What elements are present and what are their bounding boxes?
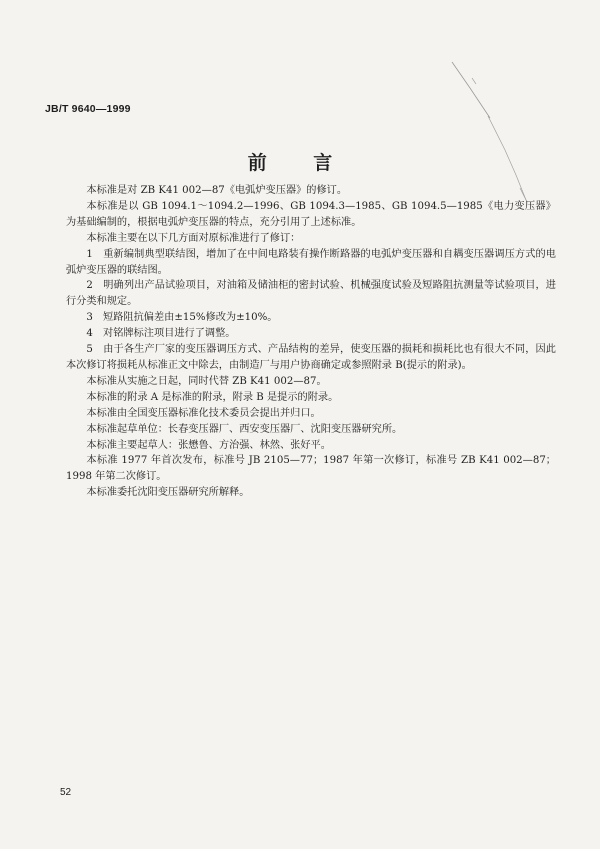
page-number: 52 [60, 787, 72, 798]
paragraph: 本标准主要在以下几方面对原标准进行了修订： [86, 232, 301, 244]
standard-code: JB/T 9640—1999 [45, 103, 131, 115]
paragraph: 本标准委托沈阳变压器研究所解释。 [86, 487, 250, 499]
paragraph: 本标准起草单位：长春变压器厂、西安变压器厂、沈阳变压器研究所。 [86, 423, 403, 435]
paragraph: 本标准主要起草人：张懋鲁、方治强、林然、张好平。 [86, 439, 331, 451]
paragraph: 本标准 1977 年首次发布，标准号 JB 2105—77；1987 年第一次修订，标准号 ZB K41 002—87；1998 年第二次修订。 [66, 455, 556, 483]
paragraph: 4 对铭牌标注项目进行了调整。 [86, 328, 236, 340]
page-title: 前 言 [247, 152, 353, 174]
paragraph: 5 由于各生产厂家的变压器调压方式、产品结构的差异，使变压器的损耗和损耗比也有很大不同，因此本次修订将损耗从标准正文中除去，由制造厂与用户协商确定或参照附录 B(提示的附录)。 [66, 344, 556, 371]
paragraph: 2 明确列出产品试验项目，对油箱及储油柜的密封试验、机械强度试验及短路阻抗测量等试验项目，进行分类和规定。 [66, 280, 556, 308]
paragraph: 1 重新编制典型联结图，增加了在中间电路装有操作断路器的电弧炉变压器和自耦变压器调压方式的电弧炉变压器的联结图。 [66, 248, 556, 276]
preface-body [66, 183, 556, 501]
paragraph: 本标准是对 ZB K41 002—87《电弧炉变压器》的修订。 [86, 185, 348, 196]
paragraph: 本标准是以 GB 1094.1～1094.2—1996、GB 1094.3—1985、GB 1094.5—1985《电力变压器》为基础编制的，根据电弧炉变压器的特点，充分引用了上述标准。 [66, 200, 556, 228]
paragraph: 本标准由全国变压器标准化技术委员会提出并归口。 [86, 407, 321, 419]
paragraph: 3 短路阻抗偏差由±15%修改为±10%。 [86, 312, 278, 324]
paragraph: 本标准的附录 A 是标准的附录，附录 B 是提示的附录。 [86, 391, 339, 403]
paragraph: 本标准从实施之日起，同时代替 ZB K41 002—87。 [86, 375, 327, 387]
